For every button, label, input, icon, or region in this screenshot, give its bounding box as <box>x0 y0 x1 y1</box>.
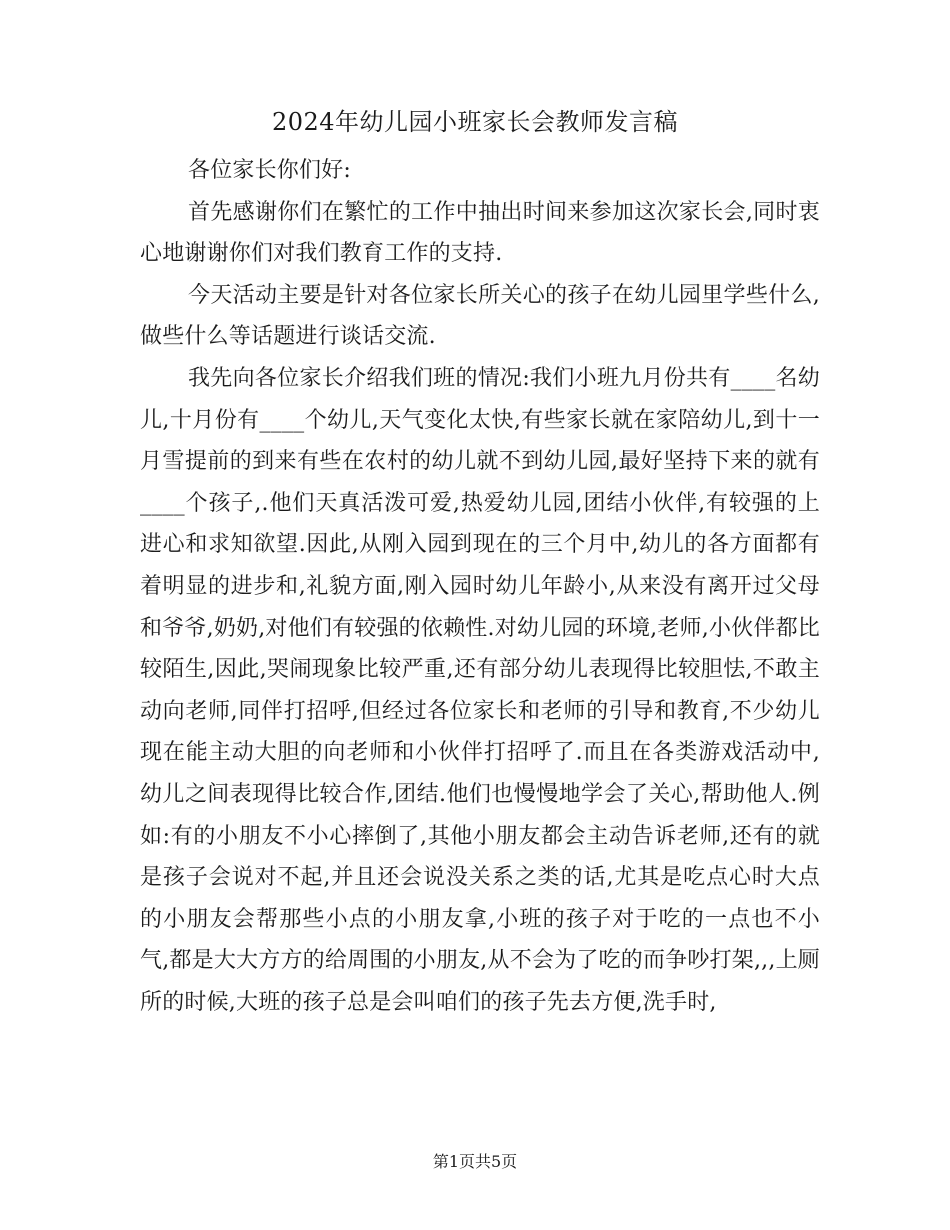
document-body <box>140 150 820 1023</box>
topic-paragraph: 今天活动主要是针对各位家长所关心的孩子在幼儿园里学些什么,做些什么等话题进行谈话交流. <box>140 282 820 350</box>
class-situation-paragraph: 我先向各位家长介绍我们班的情况:我们小班九月份共有____名幼儿,十月份有____个幼儿,天气变化太快,有些家长就在家陪幼儿,到十一月雪提前的到来有些在农村的幼儿就不到幼儿园,最好坚持下来的就有____个孩子,.他们天真活泼可爱,热爱幼儿园,团结小伙伴,有较强的上进心和求知欲望.因此,从刚入园到现在的三个月中,幼儿的各方面都有着明显的进步和,礼貌方面,刚入园时幼儿年龄小,从来没有离开过父母和爷爷,奶奶,对他们有较强的依赖性.对幼儿园的环境,老师,小伙伴都比较陌生,因此,哭闹现象比较严重,还有部分幼儿表现得比较胆怯,不敢主动向老师,同伴打招呼,但经过各位家长和老师的引导和教育,不少幼儿现在能主动大胆的向老师和小伙伴打招呼了.而且在各类游戏活动中,幼儿之间表现得比较合作,团结.他们也慢慢地学会了关心,帮助他人.例如:有的小朋友不小心摔倒了,其他小朋友都会主动告诉老师,还有的就是孩子会说对不起,并且还会说没关系之类的话,尤其是吃点心时大点的小朋友会帮那些小点的小朋友拿,小班的孩子对于吃的一点也不小气,都是大大方方的给周围的小朋友,从不会为了吃的而争吵打架,,,上厕所的时候,大班的孩子总是会叫咱们的孩子先去方便,洗手时, <box>140 365 820 1015</box>
page-number-footer: 第1页共5页 <box>432 1152 518 1171</box>
greeting-paragraph: 各位家长你们好: <box>188 158 352 183</box>
thanks-paragraph: 首先感谢你们在繁忙的工作中抽出时间来参加这次家长会,同时衷心地谢谢你们对我们教育工作的支持. <box>140 199 820 267</box>
document-title: 2024年幼儿园小班家长会教师发言稿 <box>271 108 679 136</box>
